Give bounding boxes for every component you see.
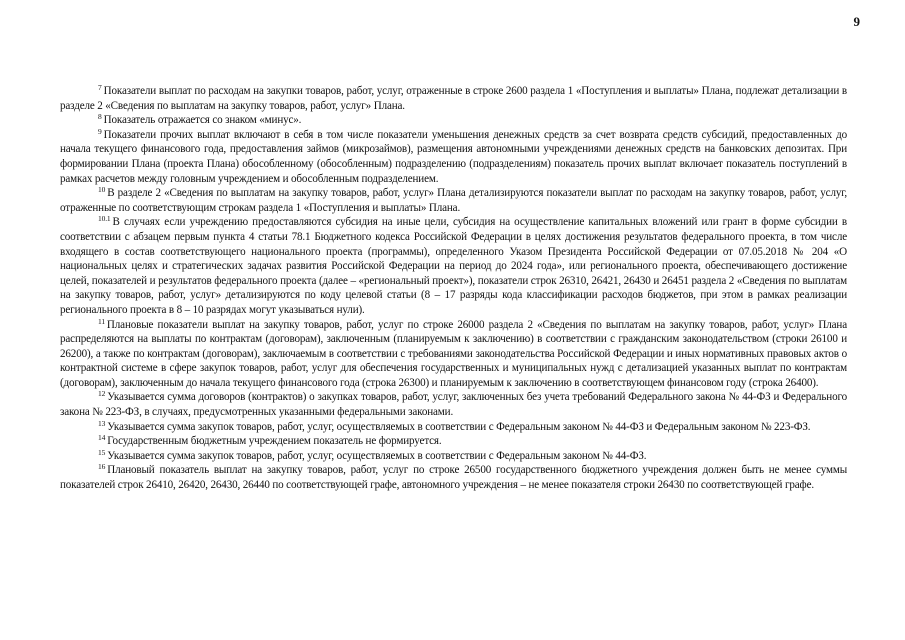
- footnote-text: В случаях если учреждению предоставляются субсидия на иные цели, субсидия на осуществление капитальных вложений или грант в форме субсидии в соответствии с абзацем первым пункта 4 статьи 78.1 Бюджетного кодекса Российской Федерации в целях достижения результатов федерального проекта, в том числе входящего в состав соответствующего национального проекта (программы), определенного Указом Президента Российской Федерации от 07.05.2018 № 204 «О национальных целях и стратегических задачах развития Российской Федерации на период до 2024 года», или регионального проекта, обеспечивающего достижение целей, показателей и результатов федерального проекта (далее – «региональный проект»), показатели строк 26310, 26421, 26430 и 26451 раздела 2 «Сведения по выплатам на закупку товаров, работ, услуг» детализируются по коду целевой статьи (8 – 17 разряды кода классификации расходов бюджетов, при этом в рамках реализации регионального проекта в 8 – 10 разрядах могут указываться нули).: [60, 216, 847, 316]
- footnote-text: Государственным бюджетным учреждением показатель не формируется.: [107, 435, 442, 448]
- footnote-marker: 10.1: [98, 214, 111, 224]
- footnote-text: Указывается сумма закупок товаров, работ, услуг, осуществляемых в соответствии с Федеральным законом № 44-ФЗ.: [107, 449, 647, 462]
- footnote-marker: 12: [98, 389, 106, 399]
- footnote-marker: 13: [98, 418, 106, 428]
- footnote-text: Плановый показатель выплат на закупку товаров, работ, услуг по строке 26500 государственного бюджетного учреждения должен быть не менее суммы показателей строк 26410, 26420, 26430, 26440 по соответствующей графе, автономного учреждения – не менее показателя строки 26430 по соответствующей графе.: [60, 464, 847, 492]
- footnote-marker: 16: [98, 462, 106, 472]
- footnote-marker: 7: [98, 83, 102, 92]
- footnote-marker: 9: [98, 126, 102, 136]
- footnote-13: [60, 420, 847, 435]
- footnote-text: Показатель отражается со знаком «минус».: [103, 114, 302, 127]
- footnotes-section: [60, 84, 847, 493]
- footnote-marker: 14: [98, 433, 106, 443]
- footnote-9: [60, 128, 847, 186]
- footnote-7: [60, 84, 847, 113]
- footnote-12: [60, 390, 847, 419]
- footnote-marker: 15: [98, 447, 106, 457]
- footnote-text: Показатели выплат по расходам на закупки товаров, работ, услуг, отраженные в строке 2600 раздела 1 «Поступления и выплаты» Плана, подлежат детализации в разделе 2 «Сведения по выплатам на закупку товаров, работ, услуг» Плана.: [60, 85, 847, 112]
- footnote-10-1: [60, 215, 847, 317]
- footnote-text: Указывается сумма договоров (контрактов) о закупках товаров, работ, услуг, заключенных без учета требований Федерального закона № 44-ФЗ и Федерального закона № 223-ФЗ, в случаях, предусмотренных указанными федеральными законами.: [60, 391, 847, 419]
- footnote-10: [60, 186, 847, 215]
- footnote-text: Указывается сумма закупок товаров, работ, услуг, осуществляемых в соответствии с Федеральным законом № 44-ФЗ и Федеральным законом № 223-ФЗ.: [107, 420, 811, 433]
- footnote-text: В разделе 2 «Сведения по выплатам на закупку товаров, работ, услуг» Плана детализируются показатели выплат по расходам на закупку товаров, работ, услуг, отраженные по соответствующим строкам раздела 1 «Поступления и выплаты» Плана.: [60, 187, 847, 214]
- footnote-marker: 10: [98, 185, 106, 195]
- page-number: 9: [853, 14, 860, 29]
- footnote-text: Плановые показатели выплат на закупку товаров, работ, услуг по строке 26000 раздела 2 «Сведения по выплатам на закупку товаров, работ, услуг» Плана распределяются на выплаты по контрактам (договорам), заключенным (планируемым к заключению) в соответствии с гражданским законодательством (строки 26100 и 26200), а также по контрактам (договорам), заключаемым в соответствии с требованиями законодательства Российской Федерации и иных нормативных правовых актов о контрактной системе в сфере закупок товаров, работ, услуг для обеспечения государственных и муниципальных нужд с детализацией указанных выплат по контрактам (договорам), заключенным до начала текущего финансового года (строка 26300) и планируемым к заключению в соответствующем финансовом году (строка 26400).: [60, 318, 847, 389]
- footnote-marker: 8: [98, 112, 102, 122]
- footnote-text: Показатели прочих выплат включают в себя в том числе показатели уменьшения денежных средств за счет возврата средств субсидий, предоставленных до начала текущего финансового года, предоставления займов (микрозаймов), размещения автономными учреждениями денежных средств на банковских депозитах. При формировании Плана (проекта Плана) обособленному (обособленным) подразделению (подразделениям) показатель прочих выплат включает показатель поступлений в рамках расчетов между головным учреждением и обособленным подразделением.: [60, 128, 847, 185]
- footnote-marker: 11: [98, 316, 105, 326]
- footnote-11: [60, 318, 847, 391]
- footnote-14: [60, 434, 847, 449]
- footnote-8: [60, 113, 847, 128]
- footnote-15: [60, 449, 847, 464]
- footnote-16: [60, 463, 847, 492]
